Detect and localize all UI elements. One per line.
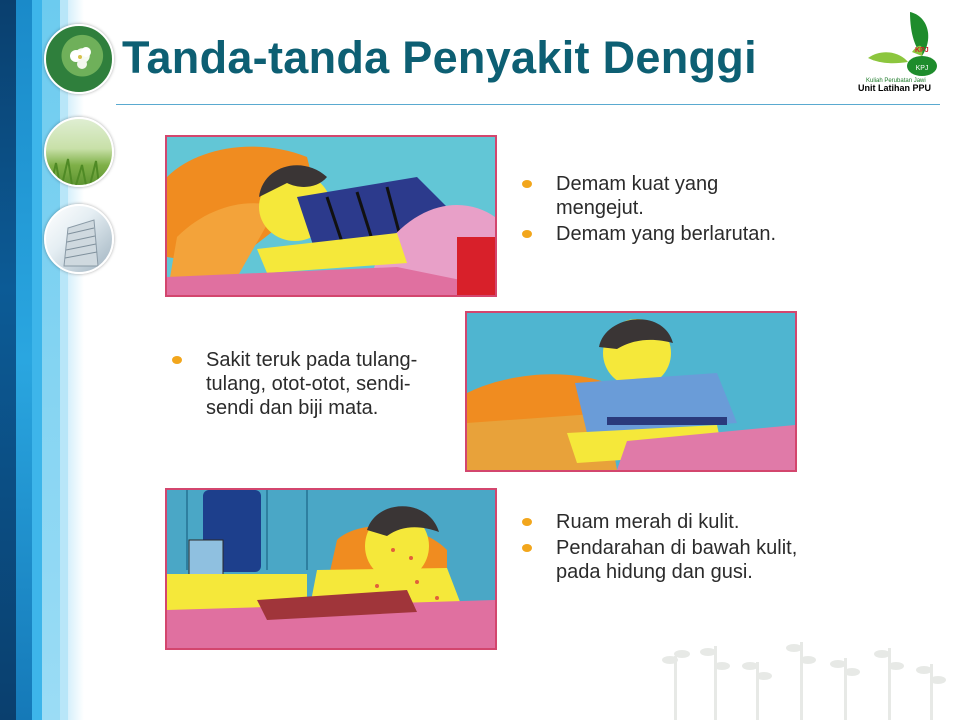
illustration-fever-panel [165,135,497,297]
illustration-pain-panel [465,311,797,472]
rash-symptom-list [518,510,798,586]
list-item: Demam yang berlarutan. [518,222,798,246]
stripe-light [42,0,60,720]
list-item: Pendarahan di bawah kulit, pada hidung dan gusi. [518,536,798,584]
boy-body-pain-illustration [467,313,795,470]
stripe-blue [32,0,42,720]
logo-abbr: KPJ [915,47,929,54]
flower-photo-circle [44,24,114,94]
logo-name-line: Kuliah Perubatan Jawi [866,78,926,84]
title-underline [116,104,940,105]
fever-symptom-list [518,172,798,248]
grass-photo-circle [44,117,114,187]
flower-icon [46,26,112,92]
logo-subtitle: Unit Latihan PPU [858,83,932,93]
boy-rash-illustration [167,490,495,648]
slide-title: Tanda-tanda Penyakit Denggi [122,32,757,83]
building-photo-circle [44,204,114,274]
stripe-fade [68,0,84,720]
list-item: Demam kuat yang mengejut. [518,172,798,220]
grass-icon [46,119,112,185]
left-stripes [0,0,84,720]
plant-silhouettes [660,636,960,720]
boy-shivering-illustration [167,137,495,295]
illustration-rash-panel [165,488,497,650]
stripe-mid [16,0,32,720]
list-item: Sakit teruk pada tulang-tulang, otot-otot, sendi-sendi dan biji mata. [168,348,438,420]
list-item: Ruam merah di kulit. [518,510,798,534]
stripe-lighter [60,0,68,720]
stripe-dark [0,0,16,720]
kpj-leaf-icon [860,8,952,88]
svg-text:KPJ: KPJ [915,65,929,72]
pain-symptom-list [168,348,438,422]
building-icon [46,206,112,272]
